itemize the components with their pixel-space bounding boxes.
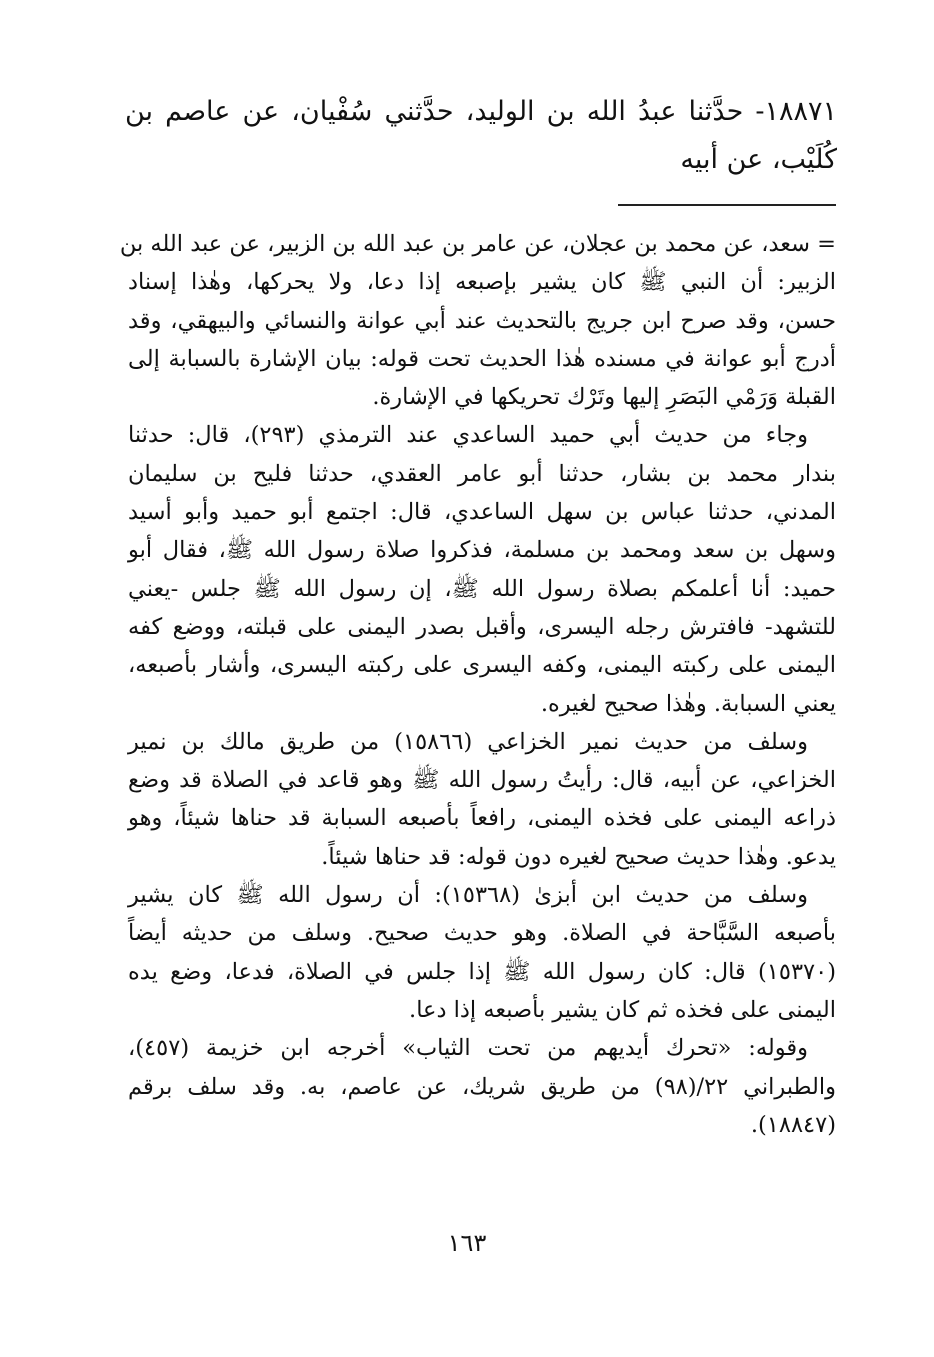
footnote-line: (١٨٨٤٧). — [750, 1111, 836, 1138]
footnote-line: حميد: أنا أعلمكم بصلاة رسول الله ﷺ، إن رسول الله ﷺ جلس -يعني — [128, 575, 836, 602]
footnote-line: القبلة وَرَمْي البَصَرِ إليها وتَرْك تحريكها في الإشارة. — [372, 384, 836, 411]
footnote-line: (١٥٣٧٠) قال: كان رسول الله ﷺ إذا جلس في الصلاة، فدعا، وضع يده — [128, 958, 836, 985]
footnote-line: ذراعه اليمنى على فخذه اليمنى، رافعاً بأصبعه السبابة قد حناها شيئاً، وهو — [128, 805, 836, 832]
footnote-line: وجاء من حديث أبي حميد الساعدي عند الترمذي (٢٩٣)، قال: حدثنا — [128, 422, 808, 449]
footnotes — [119, 225, 836, 1144]
footnote-line: المدني، حدثنا عباس بن سهل الساعدي، قال: اجتمع أبو حميد وأبو أسيد — [128, 499, 836, 526]
footnote-line: بأصبعه السَّبَّاحة في الصلاة. وهو حديث صحيح. وسلف من حديثه أيضاً — [128, 920, 836, 947]
footnote-line: وسلف من حديث ابن أبزىٰ (١٥٣٦٨): أن رسول الله ﷺ كان يشير — [128, 882, 808, 909]
footnote-line: وسهل بن سعد ومحمد بن مسلمة، فذكروا صلاة رسول الله ﷺ، فقال أبو — [128, 537, 836, 564]
footnote-line: اليمنى على فخذه ثم كان يشير بأصبعه إذا دعا. — [409, 996, 836, 1023]
footnote-line: للتشهد- فافترش رجله اليسرى، وأقبل بصدر اليمنى على قبلته، ووضع كفه — [128, 613, 836, 640]
footnote-line: = سعد، عن محمد بن عجلان، عن عامر بن عبد الله بن الزبير، عن عبد الله بن — [119, 231, 836, 257]
footnote-line: حسن، وقد صرح ابن جريج بالتحديث عند أبي عوانة والنسائي والبيهقي، وقد — [128, 307, 836, 334]
hadith-text — [125, 88, 837, 184]
footnote-separator — [618, 204, 836, 206]
footnote-line: وقوله: «تحرك أيديهم من تحت الثياب» أخرجه ابن خزيمة (٤٥٧)، — [128, 1035, 808, 1062]
footnote-line: والطبراني ٢٢/(٩٨) من طريق شريك، عن عاصم، به. وقد سلف برقم — [128, 1073, 836, 1100]
footnote-line: يعني السبابة. وهٰذا صحيح لغيره. — [540, 690, 836, 717]
footnote-line: الخزاعي، عن أبيه، قال: رأيتُ رسول الله ﷺ وهو قاعد في الصلاة قد وضع — [128, 767, 836, 794]
footnote-line: بندار محمد بن بشار، حدثنا أبو عامر العقدي، حدثنا فليح بن سليمان — [128, 460, 836, 487]
hadith-line: كُلَيْب، عن أبيه — [680, 144, 837, 175]
page-number: ١٦٣ — [447, 1229, 487, 1257]
footnote-line: اليمنى على ركبته اليمنى، وكفه اليسرى على ركبته اليسرى، وأشار بأصبعه، — [128, 652, 836, 679]
footnote-line: وسلف من حديث نمير الخزاعي (١٥٨٦٦) من طريق مالك بن نمير — [128, 728, 808, 755]
footnote-line: يدعو. وهٰذا حديث صحيح لغيره دون قوله: قد حناها شيئاً. — [321, 843, 836, 870]
hadith-line: ١٨٨٧١- حدَّثنا عبدُ الله بن الوليد، حدَّثني سُفْيان، عن عاصم بن — [125, 96, 837, 127]
footnote-line: أدرج أبو عوانة في مسنده هٰذا الحديث تحت قوله: بيان الإشارة بالسبابة إلى — [128, 345, 836, 372]
footnote-line: الزبير: أن النبي ﷺ كان يشير بإصبعه إذا دعا، ولا يحركها، وهٰذا إسناد — [128, 269, 836, 296]
